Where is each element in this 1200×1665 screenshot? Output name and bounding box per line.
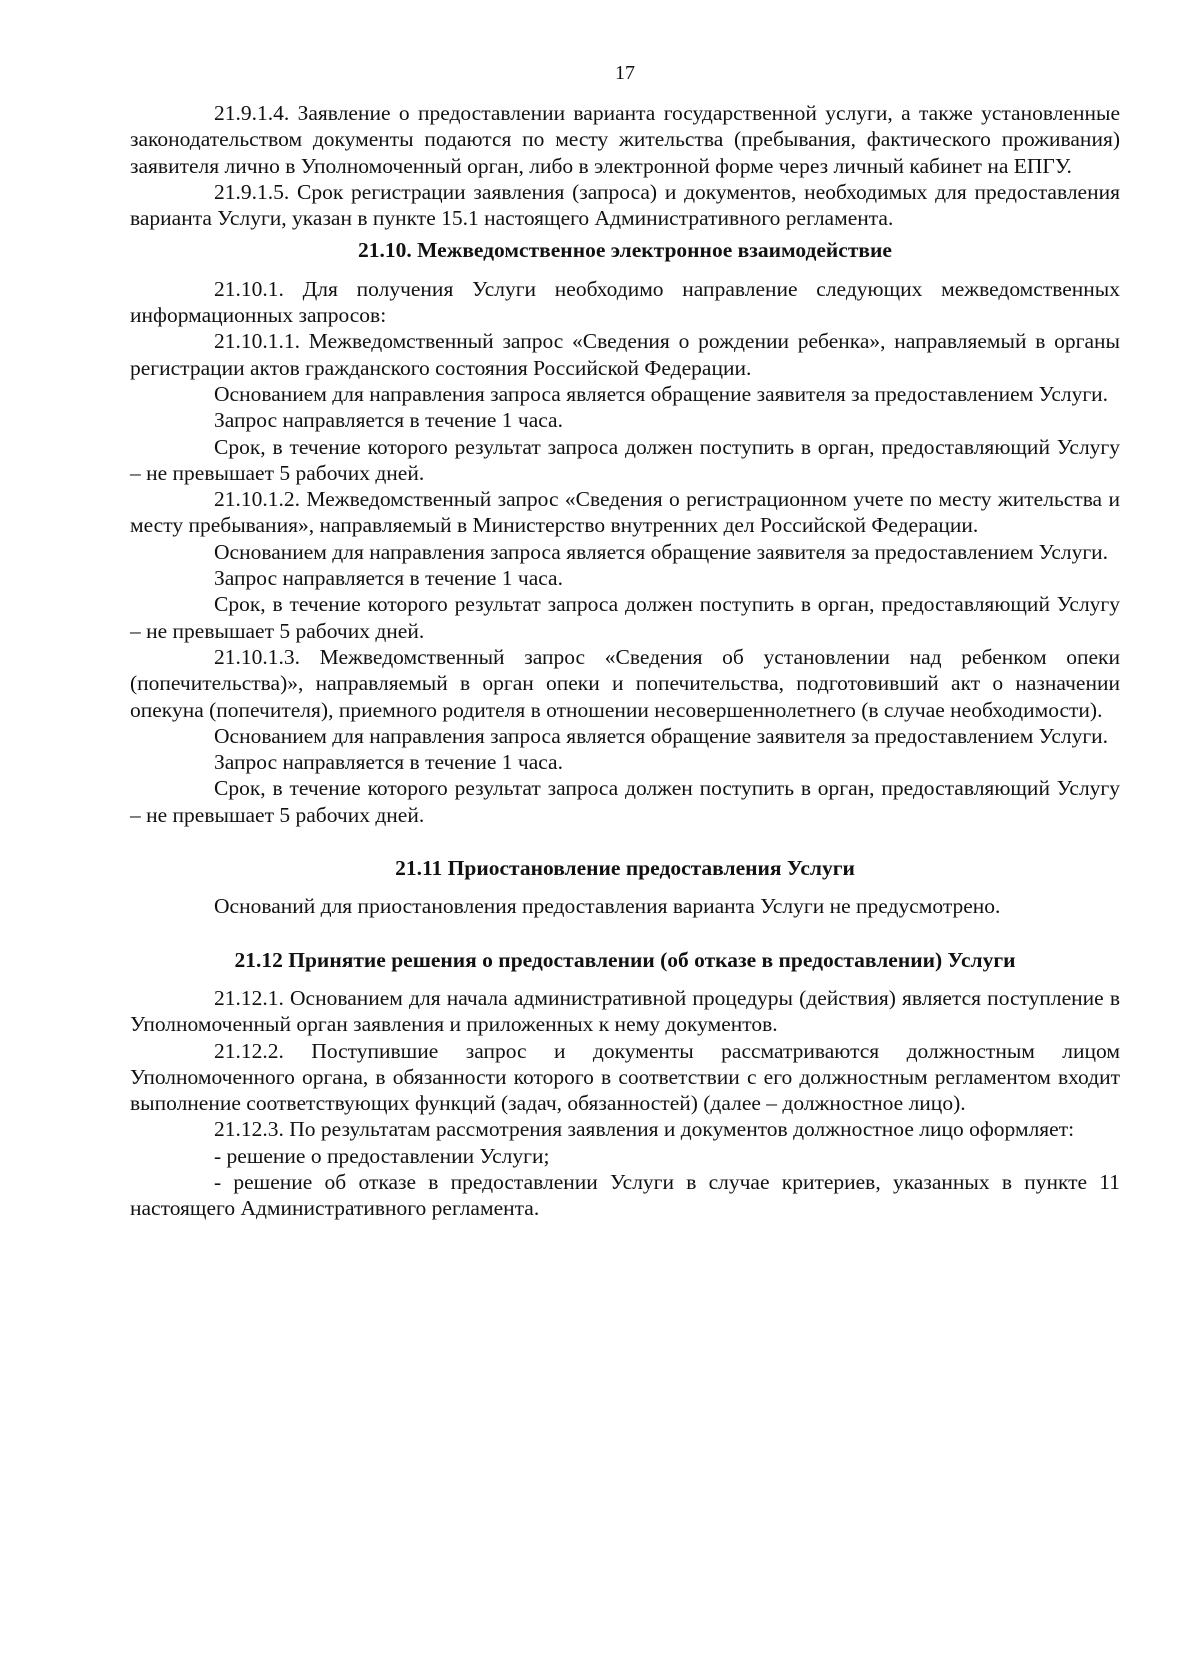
paragraph: 21.10.1.3. Межведомственный запрос «Сведения об установлении над ребенком опеки (попечительства)», направляемый в орган опеки и попечительства, подготовивший акт о назначении опекуна (попечителя), приемного родителя в отношении несовершеннолетнего (в случае необходимости).: [130, 644, 1120, 722]
page-number: 17: [615, 62, 635, 84]
section-heading-21-10: 21.10. Межведомственное электронное взаимодействие: [358, 238, 892, 263]
paragraph: Срок, в течение которого результат запроса должен поступить в орган, предоставляющий Услугу – не превышает 5 рабочих дней.: [130, 776, 1120, 827]
paragraph: 21.12.3. По результатам рассмотрения заявления и документов должностное лицо оформляет:: [214, 1117, 1075, 1142]
paragraph: 21.12.1. Основанием для начала административной процедуры (действия) является поступление в Уполномоченный орган заявления и приложенных к нему документов.: [130, 985, 1120, 1037]
paragraph: 21.10.1. Для получения Услуги необходимо направление следующих межведомственных информационных запросов:: [130, 276, 1120, 328]
document-page: [130, 60, 1120, 1222]
paragraph: 21.12.2. Поступившие запрос и документы рассматриваются должностным лицом Уполномоченного органа, в обязанности которого в соответствии с его должностным регламентом входит выполнение соответствующих функций (задач, обязанностей) (далее – должностное лицо).: [130, 1038, 1120, 1116]
paragraph: 21.10.1.1. Межведомственный запрос «Сведения о рождении ребенка», направляемый в органы регистрации актов гражданского состояния Российской Федерации.: [130, 329, 1120, 380]
section-heading-21-12: 21.12 Принятие решения о предоставлении (об отказе в предоставлении) Услуги: [234, 947, 1016, 972]
paragraph: 21.9.1.5. Срок регистрации заявления (запроса) и документов, необходимых для предоставления варианта Услуги, указан в пункте 15.1 настоящего Административного регламента.: [130, 179, 1120, 231]
spacer: [130, 920, 1120, 947]
paragraph: Оснований для приостановления предоставления варианта Услуги не предусмотрено.: [214, 894, 1001, 919]
paragraph: Срок, в течение которого результат запроса должен поступить в орган, предоставляющий Услугу – не превышает 5 рабочих дней.: [130, 592, 1120, 643]
paragraph: Основанием для направления запроса является обращение заявителя за предоставлением Услуги.: [214, 539, 1109, 564]
section-heading-21-11: 21.11 Приостановление предоставления Услуги: [395, 856, 855, 881]
paragraph: Основанием для направления запроса является обращение заявителя за предоставлением Услуги.: [214, 381, 1109, 406]
paragraph: Запрос направляется в течение 1 часа.: [214, 566, 563, 591]
paragraph: 21.10.1.2. Межведомственный запрос «Сведения о регистрационном учете по месту жительства и месту пребывания», направляемый в Министерство внутренних дел Российской Федерации.: [130, 487, 1120, 538]
paragraph: Срок, в течение которого результат запроса должен поступить в орган, предоставляющий Услугу – не превышает 5 рабочих дней.: [130, 434, 1120, 485]
paragraph: Запрос направляется в течение 1 часа.: [214, 408, 563, 433]
paragraph: Запрос направляется в течение 1 часа.: [214, 750, 563, 775]
paragraph: 21.9.1.4. Заявление о предоставлении варианта государственной услуги, а также установленные законодательством документы подаются по месту жительства (пребывания, фактического проживания) заявителя лично в Уполномоченный орган, либо в электронной форме через личный кабинет на ЕПГУ.: [130, 101, 1120, 178]
list-item: - решение о предоставлении Услуги;: [214, 1143, 550, 1168]
spacer: [130, 828, 1120, 855]
paragraph: Основанием для направления запроса является обращение заявителя за предоставлением Услуги.: [214, 723, 1109, 748]
list-item: - решение об отказе в предоставлении Услуги в случае критериев, указанных в пункте 11 настоящего Административного регламента.: [130, 1169, 1120, 1221]
